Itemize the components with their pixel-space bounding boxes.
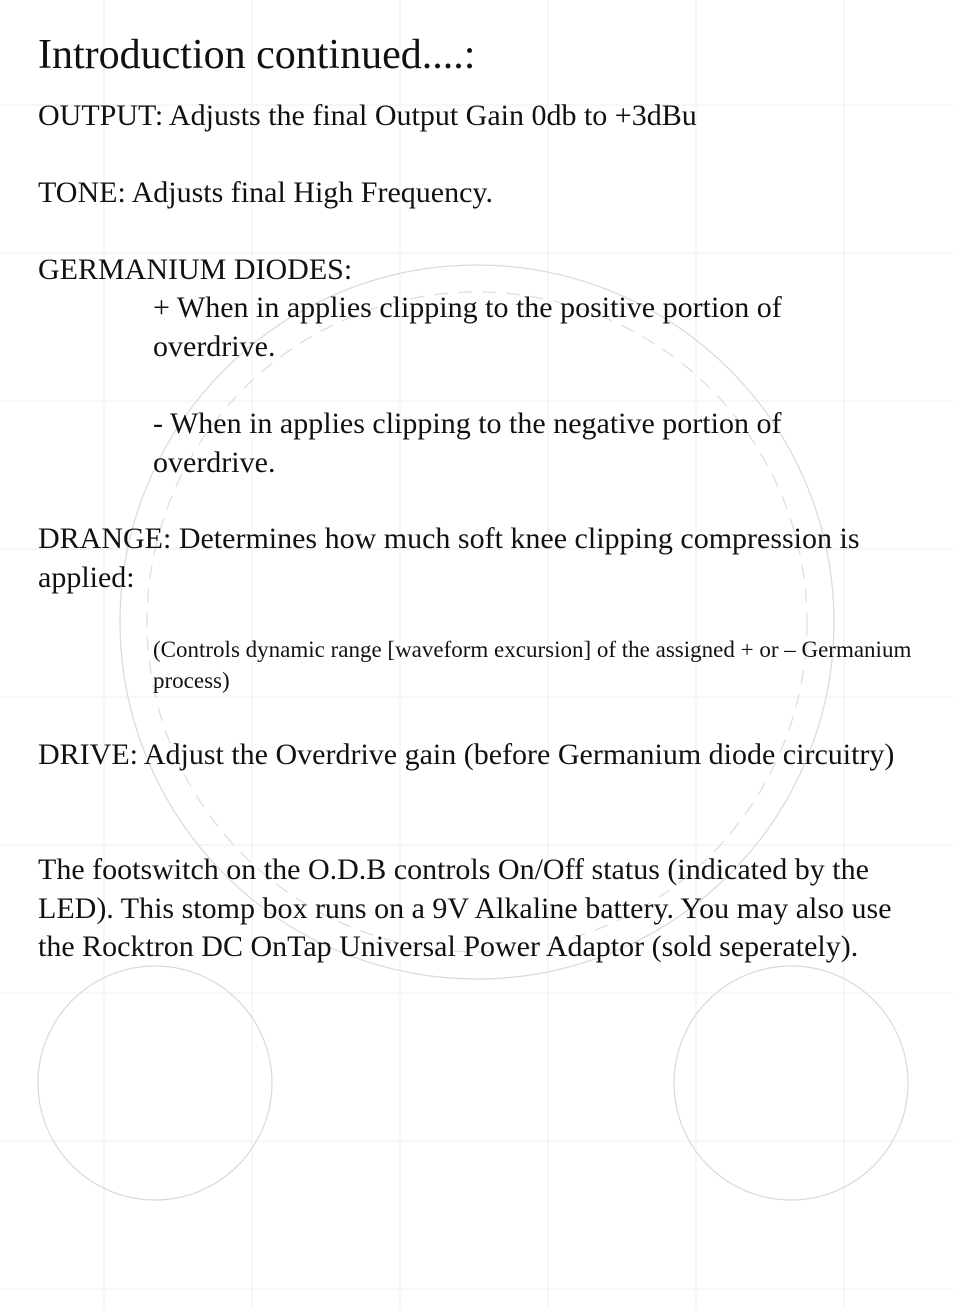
negative-clipping-description: - When in applies clipping to the negative portion of overdrive. [153, 407, 782, 479]
drange-note: (Controls dynamic range [waveform excursion] of the assigned + or – Germanium process) [153, 637, 912, 693]
germanium-diodes-heading: GERMANIUM DIODES: [38, 253, 353, 286]
drange-description: DRANGE: Determines how much soft knee clipping compression is applied: [38, 522, 860, 594]
positive-clipping-description: + When in applies clipping to the positive portion of overdrive. [153, 291, 782, 363]
output-description: OUTPUT: Adjusts the final Output Gain 0db to +3dBu [38, 99, 697, 132]
drive-description: DRIVE: Adjust the Overdrive gain (before Germanium diode circuitry) [38, 738, 895, 771]
footswitch-description: The footswitch on the O.D.B controls On/Off status (indicated by the LED). This stomp box runs on a 9V Alkaline battery. You may also use the Rocktron DC OnTap Universal Power Adaptor (sold seperately). [38, 853, 892, 963]
page-title: Introduction continued....: [38, 32, 476, 78]
tone-description: TONE: Adjusts final High Frequency. [38, 176, 493, 209]
